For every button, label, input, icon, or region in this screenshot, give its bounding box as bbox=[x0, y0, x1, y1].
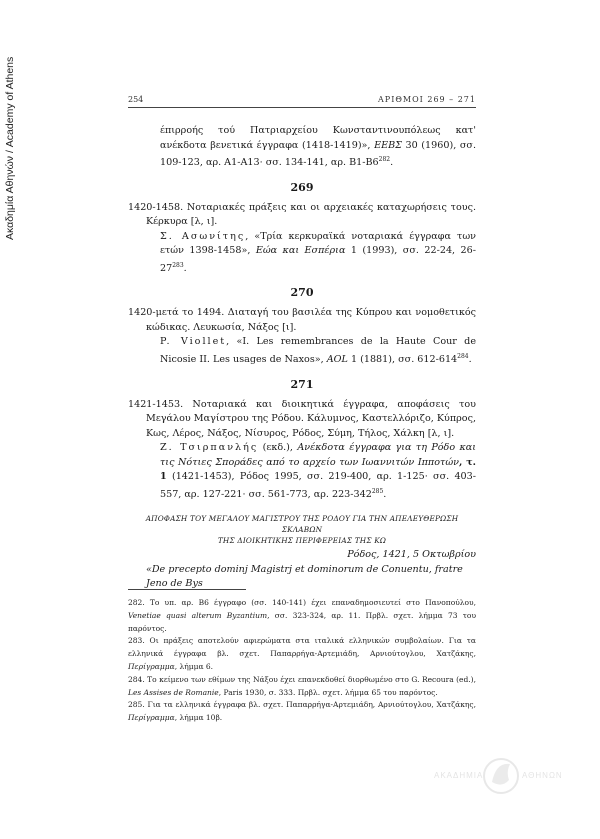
footnote bbox=[128, 674, 476, 700]
intro-end: . bbox=[390, 157, 394, 169]
citation-end: . bbox=[468, 354, 472, 366]
footnote-italic: Venetiae quasi alterum Byzantium bbox=[128, 610, 268, 620]
footnote bbox=[128, 635, 476, 673]
journal-name: AOL bbox=[326, 354, 348, 366]
document-quote: «De precepto dominj Magistrj et dominorum de Conuentu, fratre Jeno de Bys bbox=[146, 563, 463, 590]
archive-side-label bbox=[4, 40, 24, 240]
intro-text: έπιρροής τού Πατριαρχείου Κωνσταντινουπόλεως κατ' ανέκδοτα βενετικά έγγραφα (1418-1419)», bbox=[160, 125, 476, 151]
watermark-text: ΑΘΗΝΩΝ bbox=[522, 771, 563, 780]
citation-end: . bbox=[183, 262, 187, 274]
page-header bbox=[128, 93, 476, 108]
citation-pages: 1 (1993), σσ. 22-24, 26-27 bbox=[160, 245, 476, 274]
citation-pages: (1421-1453), Ρόδος 1995, σσ. 219-400, αρ. 1-125· σσ. 403-557, αρ. 127-221· σσ. 561-773, αρ. 223-342 bbox=[160, 471, 476, 500]
main-content bbox=[128, 124, 476, 592]
footnote-number: 284. bbox=[128, 674, 145, 684]
footnote-text: , λήμμα 6. bbox=[174, 661, 214, 671]
editor-mark: (εκδ.), bbox=[258, 442, 298, 454]
footnote-ref: 283 bbox=[172, 261, 184, 269]
footnote-text: Για τα ελληνικά έγγραφα βλ. σχετ. Παπαρρήγα-Αρτεμιάδη, Αρνιούτογλου, Χατζάκης, bbox=[144, 700, 476, 710]
athena-head-icon bbox=[482, 752, 520, 800]
footnote-text: Το κείμενο των εθίμων της Νάξου έχει επανεκδοθεί διορθωμένο στο G. Recoura (ed.), bbox=[144, 674, 476, 684]
document-date: Ρόδος, 1421, 5 Οκτωβρίου bbox=[347, 549, 476, 561]
footnote bbox=[128, 597, 476, 635]
footnote-number: 283. bbox=[128, 636, 145, 646]
footnote-italic: Περίγραμμα bbox=[128, 661, 175, 671]
footnote-italic: Περίγραμμα bbox=[128, 713, 175, 723]
journal-name: Εώα και Εσπέρια bbox=[255, 245, 346, 257]
intro-citation bbox=[128, 124, 476, 171]
running-title: ΑΡΙΘΜΟΙ 269 – 271 bbox=[378, 95, 476, 104]
entry-heading: 1421-1453. Νοταριακά και διοικητικά έγγραφα, αποφάσεις του Μεγάλου Μαγίστρου της Ρόδου. Κάλυμνος, Καστελλόριζο, Κύπρος, Κως, Λέρος, Νάξος, Νίσυρος, Ρόδος, Σύμη, Τήλος, Χάλκη [λ, ι]. bbox=[128, 398, 476, 439]
footnote-text: , σσ. 323-324, αρ. 11. Πρβλ. σχετ. λήμμα 73 του παρόντος. bbox=[128, 610, 477, 633]
intro-rest: 30 (1960), σσ. 109-123, αρ. Α1-Α13· σσ. 134-141, αρ. Β1-Β6 bbox=[160, 139, 476, 169]
footnote-text: , Paris 1930, σ. 333. Πρβλ. σχετ. λήμμα 65 του παρόντος. bbox=[218, 687, 438, 697]
entry-number: 270 bbox=[290, 286, 314, 300]
footnote-ref: 282 bbox=[378, 156, 391, 163]
entry-number: 269 bbox=[290, 180, 314, 194]
entry-citation bbox=[128, 230, 476, 277]
author-name: Ζ. Τσιρπανλής bbox=[160, 442, 259, 454]
author-name: Σ. Ασωνίτης bbox=[160, 230, 246, 242]
entry-citation bbox=[128, 335, 476, 367]
academy-watermark bbox=[434, 752, 564, 802]
work-title: Ανέκδοτα έγγραφα για τη Ρόδο και τις Νότιες Σποράδες από το αρχείο των Ιωαννιτών Ιπποτών bbox=[160, 442, 477, 468]
footnote bbox=[128, 699, 476, 725]
footnote-text: Το υπ. αρ. Β6 έγγραφο (σσ. 140-141) έχει επαναδημοσιευτεί στο Πανοπούλου, bbox=[144, 598, 476, 607]
page-number: 254 bbox=[128, 95, 144, 104]
side-label-text: Ακαδημία Αθηνών / Academy of Athens bbox=[4, 56, 16, 240]
entry-heading: 1420-μετά το 1494. Διαταγή του βασιλέα της Κύπρου και νομοθετικός κώδικας. Λευκωσία, Νάξος [ι]. bbox=[128, 307, 476, 333]
footnote-italic: Les Assises de Romanie bbox=[128, 687, 219, 697]
citation-pages: 1 (1881), σσ. 612-614 bbox=[347, 354, 458, 366]
footnote-text: Οι πράξεις αποτελούν αφιερώματα στα ιταλικά ελληνικών συμβολαίων. Για τα ελληνικά έγγραφα βλ. σχετ. Παπαρρήγα-Αρτεμιάδη, Αρνιούτογλου, Χατζάκης, bbox=[128, 636, 476, 659]
work-title: , «I. Les remembrances de la Haute Cour de Nicosie II. Les usages de Naxos», bbox=[160, 336, 476, 366]
document-title-line: ΑΠΟΦΑΣΗ ΤΟΥ ΜΕΓΑΛΟΥ ΜΑΓΙΣΤΡΟΥ ΤΗΣ ΡΟΔΟΥ ΓΙΑ ΤΗΝ ΑΠΕΛΕΥΘΕΡΩΣΗ ΣΚΛΑΒΩΝ bbox=[145, 514, 459, 535]
document-title bbox=[128, 513, 476, 546]
footnote-number: 285. bbox=[128, 700, 145, 710]
entry-heading: 1420-1458. Νοταριακές πράξεις και οι αρχειακές καταχωρήσεις τους. Κέρκυρα [λ, ι]. bbox=[128, 201, 476, 228]
footnote-ref: 284 bbox=[457, 352, 469, 360]
intro-journal: ΕΕΒΣ bbox=[374, 139, 402, 151]
volume: , τ. 1 bbox=[160, 456, 476, 483]
author-name: P. Viollet bbox=[160, 336, 227, 348]
watermark-text: ΑΚΑΔΗΜΙΑ bbox=[434, 771, 484, 780]
entry-citation bbox=[128, 441, 476, 502]
footnotes bbox=[128, 597, 476, 725]
entry-number: 271 bbox=[290, 377, 314, 391]
footnote-number: 282. bbox=[128, 598, 145, 607]
footnote-ref: 285 bbox=[371, 487, 384, 495]
work-title: , «Τρία κερκυραϊκά νοταριακά έγγραφα των ετών 1398-1458», bbox=[160, 230, 476, 257]
citation-end: . bbox=[383, 488, 387, 500]
footnote-divider bbox=[128, 589, 246, 590]
footnote-text: , λήμμα 10β. bbox=[174, 713, 223, 723]
document-title-line: ΤΗΣ ΔΙΟΙΚΗΤΙΚΗΣ ΠΕΡΙΦΕΡΕΙΑΣ ΤΗΣ ΚΩ bbox=[217, 536, 387, 546]
